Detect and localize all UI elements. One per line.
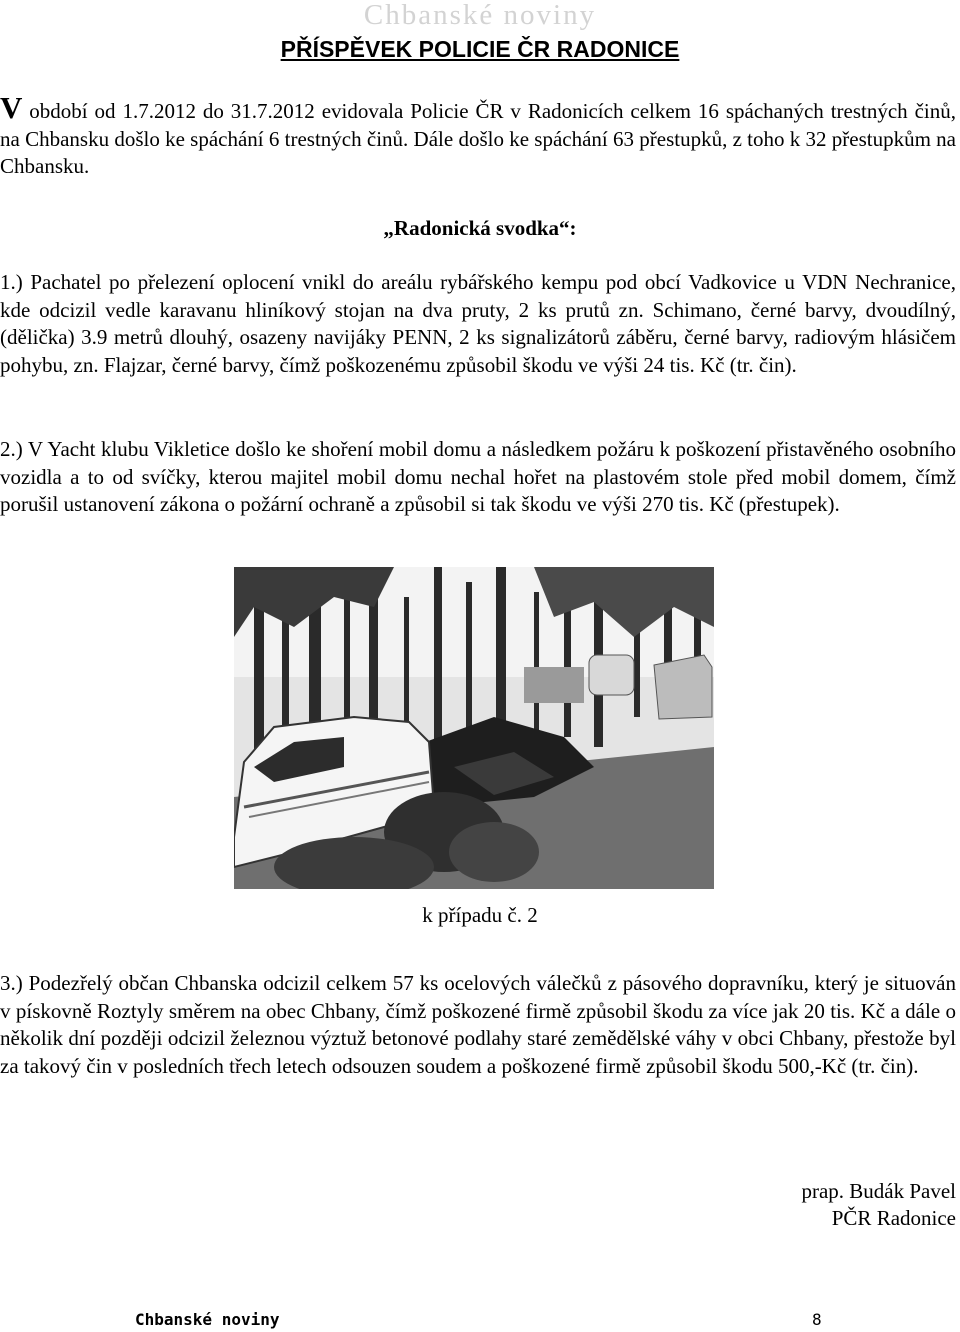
signature-name: prap. Budák Pavel <box>801 1179 956 1203</box>
section-title: PŘÍSPĚVEK POLICIE ČR RADONICE <box>280 36 680 62</box>
case-3-paragraph: 3.) Podezřelý občan Chbanska odcizil celkem 57 ks ocelových válečků z pásového dopravníku, který je situován v pískovně Roztyly směrem na obec Chbany, čímž poškozené firmě způsobil škodu za více jak 20 tis. Kč a dále o několik dní později odcizil železnou výztuž betonové podlahy staré zemědělské váhy v obci Chbany, přestože byl za takový čin v posledních třech letech odsouzen soudem a poškozené firmě způsobil škodu 500,-Kč (tr. čin). <box>0 971 956 1078</box>
footer-page-number: 8 <box>812 1310 822 1329</box>
photo-caption: k případu č. 2 <box>422 903 538 927</box>
dropcap-letter: V <box>0 90 23 125</box>
report-subheading: „Radonická svodka“: <box>383 216 577 240</box>
footer-publication: Chbanské noviny <box>135 1310 280 1329</box>
masthead-title: Chbanské noviny <box>363 0 597 31</box>
signature-block <box>640 1178 956 1232</box>
burned-caravan-photo <box>234 567 714 889</box>
case-2-paragraph: 2.) V Yacht klubu Vikletice došlo ke shoření mobil domu a následkem požáru k poškození přistavěného osobního vozidla a to od svíčky, kterou majitel mobil domu nechal hořet na plastovém stole před mobil domem, čímž porušil ustanovení zákona o požární ochraně a způsobil si tak škodu ve výši 270 tis. Kč (přestupek). <box>0 437 956 517</box>
intro-text: období od 1.7.2012 do 31.7.2012 evidovala Policie ČR v Radonicích celkem 16 spáchaných trestných činů, na Chbansku došlo ke spáchání 6 trestných činů. Dále došlo ke spáchání 63 přestupků, z toho k 32 přestupkům na Chbansku. <box>0 99 956 179</box>
signature-unit: PČR Radonice <box>831 1206 956 1230</box>
case-1-paragraph: 1.) Pachatel po přelezení oplocení vnikl do areálu rybářského kempu pod obcí Vadkovice u VDN Nechranice, kde odcizil vedle karavanu hliníkový stojan na dva pruty, 2 ks prutů zn. Schimano, černé barvy, dvoudílný, (dělička) 3.9 metrů dlouhý, osazeny navijáky PENN, 2 ks signalizátorů záběru, černé barvy, radiovým hlásičem pohybu, zn. Flajzar, černé barvy, čímž poškozenému způsobil škodu ve výši 24 tis. Kč (tr. čin). <box>0 270 956 377</box>
photo-illustration <box>234 567 714 889</box>
intro-paragraph <box>0 90 956 181</box>
